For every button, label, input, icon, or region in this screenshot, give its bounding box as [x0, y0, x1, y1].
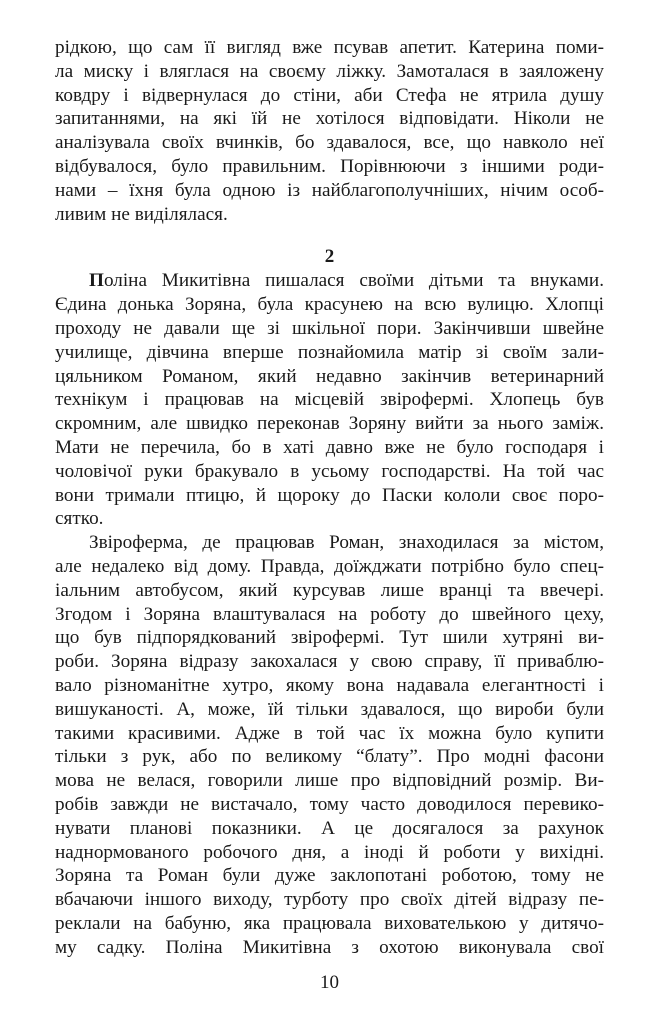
text-line: проходу не давали ще зі шкільної пори. Закінчивши швейне [55, 317, 604, 339]
text-line: Згодом і Зоряна влаштувалася на роботу до швейного цеху, [55, 603, 604, 625]
text-line: училище, дівчина вперше познайомила матір зі своїм зали- [55, 341, 604, 363]
text-line: рідкою, що сам її вигляд вже псував апетит. Катерина поми- [55, 37, 604, 58]
text-line: робів завжди не вистачало, тому часто доводилося перевико- [55, 793, 604, 815]
book-page [55, 36, 604, 959]
text-line: Мати не перечила, бо в хаті давно вже не було господаря і [55, 436, 604, 458]
text-line: аналізувала своїх вчинків, бо здавалося, все, що навколо неї [55, 132, 604, 154]
text-line: роби. Зоряна відразу закохалася у свою справу, її приваблю- [55, 651, 604, 673]
text-line: такими красивими. Адже в той час їх можна було купити [55, 722, 604, 744]
text-line: му садку. Поліна Микитівна з охотою виконувала свої [55, 936, 604, 958]
text-line: технікум і працював на місцевій звірофермі. Хлопець був [55, 389, 604, 411]
paragraph-2 [55, 269, 604, 531]
paragraph-1 [55, 36, 604, 226]
text-line: Єдина донька Зоряна, була красунею на всю вулицю. Хлопці [55, 294, 604, 316]
text-line: вони тримали птицю, й щороку до Паски кололи своє поро- [55, 484, 604, 506]
text-line: вало різноманітне хутро, якому вона надавала елегантності і [55, 674, 604, 696]
text-line: мова не велася, говорили лише про відповідний розмір. Ви- [55, 770, 604, 792]
text-line: нами – їхня була одною із найблагополучніших, нічим особ- [55, 179, 604, 201]
first-line-rest: оліна Микитівна пишалася своїми дітьми та внуками. [103, 270, 604, 292]
text-line: відбувалося, було правильним. Порівнюючи з іншими роди- [55, 155, 604, 177]
text-line: що був підпорядкований звірофермі. Тут шили хутряні ви- [55, 627, 604, 649]
paragraph-3 [55, 531, 604, 959]
text-line: тільки з рук, або по великому “блату”. Про модні фасони [55, 746, 604, 768]
text-line: ла миску і вляглася на своєму ліжку. Замоталася в заяложену [55, 60, 604, 82]
text-line: іальним автобусом, який курсував лише вранці та ввечері. [55, 579, 604, 601]
text-line: Звіроферма, де працював Роман, знаходилася за містом, [89, 532, 604, 554]
text-line: нувати планові показники. А це досягалося за рахунок [55, 817, 604, 839]
text-line: але недалеко від дому. Правда, доїжджати потрібно було спец- [55, 555, 604, 577]
page-number: 10 [320, 972, 339, 993]
text-line: запитаннями, на які їй не хотілося відповідати. Ніколи не [55, 108, 604, 130]
section-heading: 2 [324, 246, 335, 268]
text-line: вишуканості. А, може, їй тільки здавалося, що вироби були [55, 698, 604, 720]
text-line: реклали на бабуню, яка працювала вихователькою у дитячо- [55, 912, 604, 934]
text-line: вбачаючи іншого виходу, турботу про своїх дітей відразу пе- [55, 889, 604, 911]
text-line: наднормованого робочого дня, а іноді й роботи у вихідні. [55, 841, 604, 863]
text-line: ливим не виділялася. [55, 203, 228, 225]
text-line: цяльником Романом, який недавно закінчив ветеринарний [55, 365, 604, 387]
text-line: чоловічої руки бракувало в усьому господарстві. На той час [55, 460, 604, 482]
text-line-first [55, 269, 604, 293]
text-line: Зоряна та Роман були дуже заклопотані роботою, тому не [55, 865, 604, 887]
drop-cap: П [89, 270, 104, 292]
text-line: ковдру і відвернулася до стіни, аби Стефа не ятрила душу [55, 84, 604, 106]
text-line: скромним, але швидко переконав Зоряну вийти за нього заміж. [55, 413, 604, 435]
text-line: сятко. [55, 508, 104, 530]
